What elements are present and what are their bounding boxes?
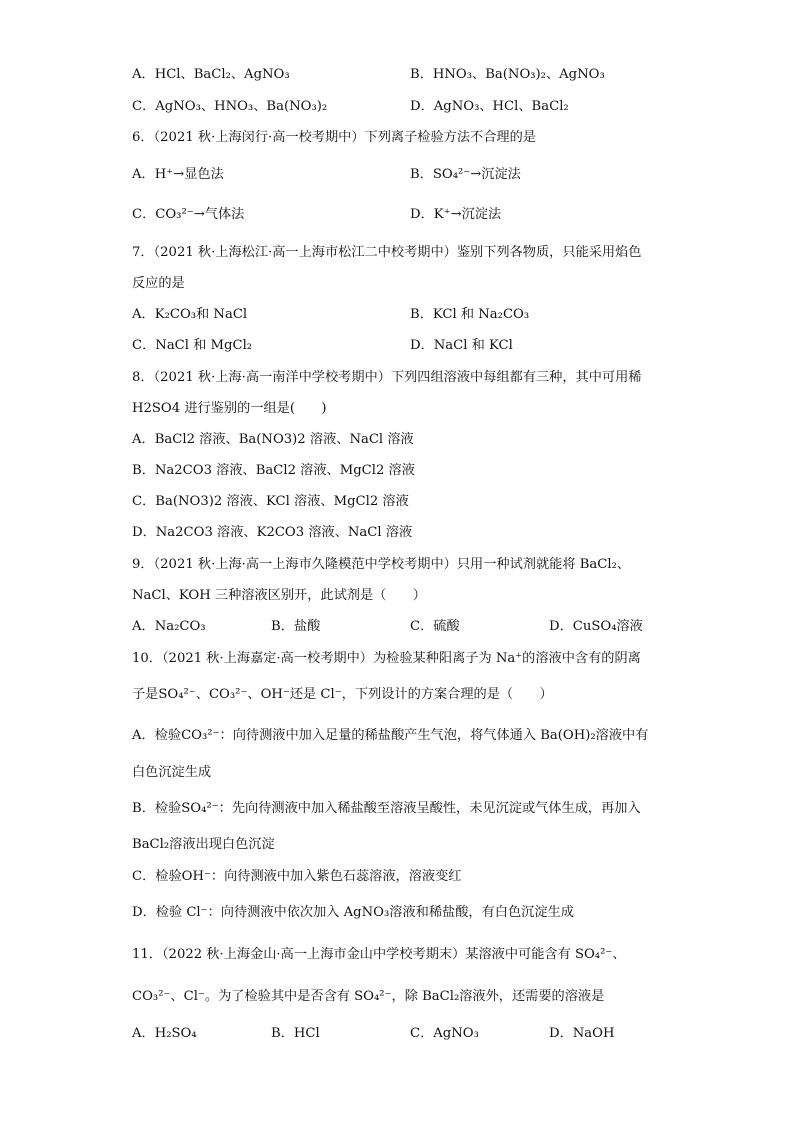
q7-option-b: B．KCl 和 Na₂CO₃ [410, 307, 530, 322]
q11-stem-line1: 11．（2022 秋·上海金山·高一上海市金山中学校考期末）某溶液中可能含有 SO₄²⁻、 [132, 947, 626, 962]
q5-option-a: A．HCl、BaCl₂、AgNO₃ [132, 67, 290, 82]
q9-option-b: B．盐酸 [271, 619, 321, 634]
q8-option-c: C．Ba(NO3)2 溶液、KCl 溶液、MgCl2 溶液 [132, 494, 409, 509]
q6-stem: 6．（2021 秋·上海闵行·高一校考期中）下列离子检验方法不合理的是 [132, 130, 536, 145]
q7-option-c: C．NaCl 和 MgCl₂ [132, 338, 253, 353]
q11-option-b: B．HCl [271, 1026, 320, 1041]
q6-option-c: C．CO₃²⁻→气体法 [132, 207, 245, 222]
q6-option-d: D．K⁺→沉淀法 [410, 207, 502, 222]
q8-stem-line2: H2SO4 进行鉴别的一组是( ) [132, 401, 327, 416]
q9-stem-line2: NaCl、KOH 三种溶液区别开，此试剂是（ ） [132, 588, 426, 603]
q10-option-a-line1: A．检验CO₃²⁻：向待测液中加入足量的稀盐酸产生气泡，将气体通入 Ba(OH)₂溶液中有 [132, 728, 649, 743]
q7-option-a: A．K₂CO₃和 NaCl [132, 307, 248, 322]
q10-option-c: C．检验OH⁻：向待测液中加入紫色石蕊溶液，溶液变红 [132, 869, 462, 884]
q11-stem-line2: CO₃²⁻、Cl⁻。为了检验其中是否含有 SO₄²⁻，除 BaCl₂溶液外，还需要的溶液是 [132, 989, 605, 1004]
q9-stem-line1: 9．（2021 秋·上海·高一上海市久隆模范中学校考期中）只用一种试剂就能将 BaCl₂、 [132, 557, 631, 572]
q7-stem-line2: 反应的是 [132, 276, 185, 291]
q7-stem-line1: 7．（2021 秋·上海松江·高一上海市松江二中校考期中）鉴别下列各物质，只能采用焰色 [132, 245, 642, 260]
q10-stem-line1: 10．（2021 秋·上海嘉定·高一校考期中）为检验某种阳离子为 Na⁺的溶液中含有的阴离 [132, 651, 641, 666]
q10-option-b-line1: B．检验SO₄²⁻：先向待测液中加入稀盐酸至溶液呈酸性，未见沉淀或气体生成，再加入 [132, 801, 641, 816]
q5-option-b: B．HNO₃、Ba(NO₃)₂、AgNO₃ [410, 67, 605, 82]
q10-stem-line2: 子是SO₄²⁻、CO₃²⁻、OH⁻还是 Cl⁻，下列设计的方案合理的是（ ） [132, 687, 553, 702]
q9-option-a: A．Na₂CO₃ [132, 619, 206, 634]
q8-stem-line1: 8．（2021 秋·上海·高一南洋中学校考期中）下列四组溶液中每组都有三种，其中可用稀 [132, 370, 642, 385]
q10-option-d: D．检验 Cl⁻：向待测液中依次加入 AgNO₃溶液和稀盐酸，有白色沉淀生成 [132, 905, 574, 920]
q5-option-c: C．AgNO₃、HNO₃、Ba(NO₃)₂ [132, 99, 328, 114]
q11-option-c: C．AgNO₃ [410, 1026, 479, 1041]
q8-option-a: A．BaCl2 溶液、Ba(NO3)2 溶液、NaCl 溶液 [132, 432, 414, 447]
q11-option-d: D．NaOH [549, 1026, 615, 1041]
q5-option-d: D．AgNO₃、HCl、BaCl₂ [410, 99, 569, 114]
q6-option-b: B．SO₄²⁻→沉淀法 [410, 167, 521, 182]
q10-option-a-line2: 白色沉淀生成 [132, 765, 212, 780]
q8-option-b: B．Na2CO3 溶液、BaCl2 溶液、MgCl2 溶液 [132, 463, 415, 478]
q9-option-c: C．硫酸 [410, 619, 460, 634]
q8-option-d: D．Na2CO3 溶液、K2CO3 溶液、NaCl 溶液 [132, 525, 413, 540]
q11-option-a: A．H₂SO₄ [132, 1026, 197, 1041]
q10-option-b-line2: BaCl₂溶液出现白色沉淀 [132, 837, 275, 852]
q7-option-d: D．NaCl 和 KCl [410, 338, 513, 353]
q6-option-a: A．H⁺→显色法 [132, 167, 224, 182]
q9-option-d: D．CuSO₄溶液 [549, 619, 643, 634]
